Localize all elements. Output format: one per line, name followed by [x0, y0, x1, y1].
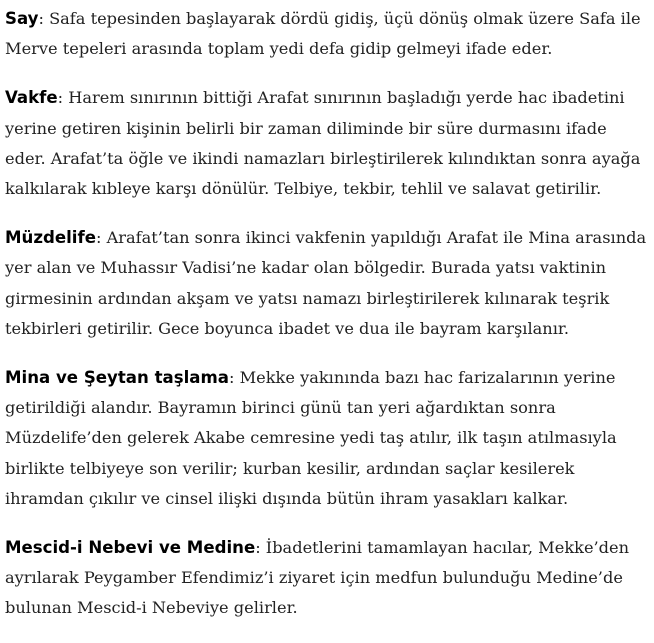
text-line: kalkılarak kıbleye karşı dönülür. Telbiye, tekbir, tehlil ve salavat getirilir.: [5, 179, 602, 199]
text-line: eder. Arafat’ta öğle ve ikindi namazları birleştirilerek kılındıktan sonra ayağa: [5, 148, 641, 168]
text-line: ayrılarak Peygamber Efendimiz’i ziyaret için medfun bulunduğu Medine’de: [5, 568, 623, 588]
definition-text: : Harem sınırının bittiği Arafat sınırının başladığı yerde hac ibadetini: [57, 88, 625, 108]
text-line: Müzdelife’den gelerek Akabe cemresine yedi taş atılır, ilk taşın atılmasıyla: [5, 428, 617, 448]
document-body: [5, 4, 654, 643]
definition-text: : Mekke yakınında bazı hac farizalarının yerine: [228, 368, 616, 388]
definition-text: : İbadetlerini tamamlayan hacılar, Mekke’den: [255, 538, 630, 558]
text-line: tekbirleri getirilir. Gece boyunca ibadet ve dua ile bayram karşılanır.: [5, 318, 569, 338]
term-say: Say: [5, 9, 39, 28]
text-line: Merve tepeleri arasında toplam yedi defa gidip gelmeyi ifade eder.: [5, 39, 553, 59]
text-line: [5, 363, 654, 393]
text-line: ihramdan çıkılır ve cinsel ilişki dışında bütün ihram yasakları kalkar.: [5, 488, 569, 508]
paragraph-say: [5, 4, 654, 64]
definition-text: : Arafat’tan sonra ikinci vakfenin yapıldığı Arafat ile Mina arasında: [95, 228, 647, 248]
paragraph-mescid-i-nebevi: [5, 533, 654, 624]
term-vakfe: Vakfe: [5, 88, 58, 108]
text-line: [5, 223, 654, 253]
definition-text: : Safa tepesinden başlayarak dördü gidiş, üçü dönüş olmak üzere Safa ile: [38, 9, 641, 28]
term-mina: Mina ve Şeytan taşlama: [5, 368, 229, 388]
text-line: getirildiği alandır. Bayramın birinci günü tan yeri ağardıktan sonra: [5, 398, 556, 418]
paragraph-muzdelife: [5, 223, 654, 344]
text-line: yer alan ve Muhassır Vadisi’ne kadar olan bölgedir. Burada yatsı vaktinin: [5, 258, 607, 278]
text-line: [5, 4, 654, 34]
paragraph-mina: [5, 363, 654, 514]
text-line: [5, 533, 654, 563]
text-line: girmesinin ardından akşam ve yatsı namazı birleştirilerek kılınarak teşrik: [5, 288, 610, 308]
text-line: bulunan Mescid-i Nebeviye gelirler.: [5, 598, 298, 618]
term-mescid-i-nebevi: Mescid-i Nebevi ve Medine: [5, 538, 256, 558]
text-line: birlikte telbiyeye son verilir; kurban kesilir, ardından saçlar kesilerek: [5, 458, 575, 478]
text-line: [5, 83, 654, 113]
text-line: yerine getiren kişinin belirli bir zaman diliminde bir süre durmasını ifade: [5, 118, 607, 138]
term-muzdelife: Müzdelife: [5, 228, 96, 248]
paragraph-vakfe: [5, 83, 654, 204]
